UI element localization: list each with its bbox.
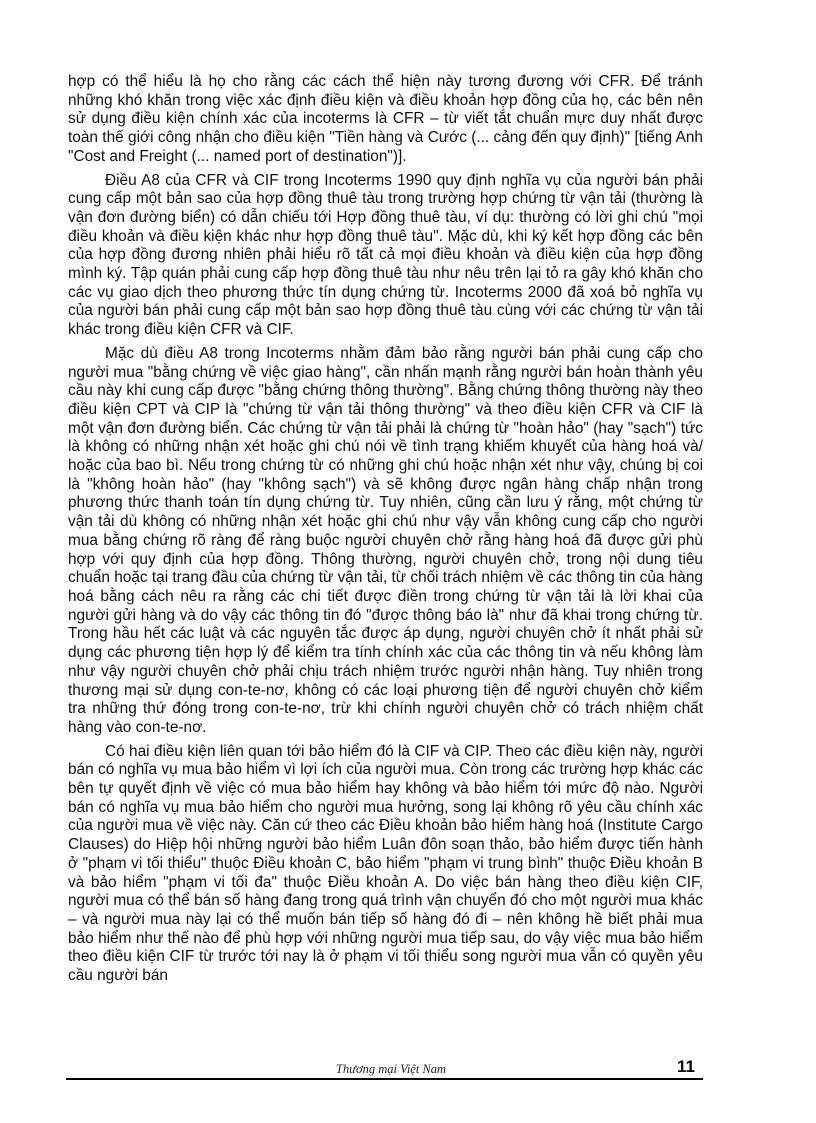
paragraph: Có hai điều kiện liên quan tới bảo hiểm đó là CIF và CIP. Theo các điều kiện này, người bán có nghĩa vụ mua bảo hiểm vì lợi ích của người mua. Còn trong các trường hợp khác các bên tự quyết định về việc có mua bảo hiểm hay không và bảo hiểm tới mức độ nào. Người bán có nghĩa vụ mua bảo hiểm cho người mua hưởng, song lại không rõ yêu cầu chính xác của người mua về việc này. Căn cứ theo các Điều khoản bảo hiểm hàng hoá (Institute Cargo Clauses) do Hiệp hội những người bảo hiểm Luân đôn soạn thảo, bảo hiểm được tiến hành ở "phạm vi tối thiểu" thuộc Điều khoản C, bảo hiểm "phạm vi trung bình" thuộc Điều khoản B và bảo hiểm "phạm vi tối đa" thuộc Điều khoản A. Do việc bán hàng theo điều kiện CIF, người mua có thể bán số hàng đang trong quá trình vận chuyển đó cho một người mua khác – và người mua này lại có thể muốn bán tiếp số hàng đó đi – nên không hề biết phải mua bảo hiểm như thế nào để phù hợp với những người mua tiếp sau, do vậy việc mua bảo hiểm theo điều kiện CIF từ trước tới nay là ở phạm vi tối thiểu song người mua vẫn có quyền yêu cầu người bán xyxy=(68,742,703,985)
paragraph: Điều A8 của CFR và CIF trong Incoterms 1990 quy định nghĩa vụ của người bán phải cung cấp một bản sao của hợp đồng thuê tàu trong trường hợp chứng từ vận tải (thường là vận đơn đường biển) có dẫn chiếu tới Hợp đồng thuê tàu, ví dụ: thường có lời ghi chú "mọi điều khoản và điều kiện khác như hợp đồng thuê tàu". Mặc dù, khi ký kết hợp đồng các bên của hợp đồng đương nhiên phải hiểu rõ tất cả mọi điều khoản và điều kiện của hợp đồng mình ký. Tập quán phải cung cấp hợp đồng thuê tàu như nêu trên lại tỏ ra gây khó khăn cho các vụ giao dịch theo phương thức tín dụng chứng từ. Incoterms 2000 đã xoá bỏ nghĩa vụ của người bán phải cung cấp một bản sao hợp đồng thuê tàu cùng với các chứng từ vận tải khác trong điều kiện CFR và CIF. xyxy=(68,171,703,339)
paragraph: Mặc dù điều A8 trong Incoterms nhằm đảm bảo rằng người bán phải cung cấp cho người mua "bằng chứng về việc giao hàng", cần nhấn mạnh rằng người bán hoàn thành yêu cầu này khi cung cấp được "bằng chứng thông thường". Bằng chứng thông thường này theo điều kiện CPT và CIP là "chứng từ vận tải thông thường" và theo điều kiện CFR và CIF là một vận đơn đường biển. Các chứng từ vận tải phải là chứng từ "hoàn hảo" (hay "sạch") tức là không có những nhận xét hoặc ghi chú nói về tình trạng khiếm khuyết của hàng hoá và/ hoặc của bao bì. Nếu trong chứng từ có những ghi chú hoặc nhận xét như vậy, chúng bị coi là "không hoàn hảo" (hay "không sạch") và sẽ không được ngân hàng chấp nhận trong phương thức thanh toán tín dụng chứng từ. Tuy nhiên, cũng cần lưu ý rằng, một chứng từ vận tải dù không có những nhận xét hoặc ghi chú như vậy vẫn không cung cấp cho người mua bằng chứng rõ ràng để ràng buộc người chuyên chở rằng hàng hoá đã được gửi phù hợp với quy định của hợp đồng. Thông thường, người chuyên chở, trong nội dung tiêu chuẩn hoặc tại trang đầu của chứng từ vận tải, từ chối trách nhiệm về các thông tin của hàng hoá bằng cách nêu ra rằng các chi tiết được điền trong chứng từ vận tải là lời khai của người gửi hàng và do vậy các thông tin đó "được thông báo là" như đã khai trong chứng từ. Trong hầu hết các luật và các nguyên tắc được áp dụng, người chuyên chở ít nhất phải sử dụng các phương tiện hợp lý để kiểm tra tính chính xác của các thông tin và nếu không làm như vậy người chuyên chở phải chịu trách nhiệm trước người nhận hàng. Tuy nhiên trong thương mại sử dụng con-te-nơ, không có các loại phương tiện để người chuyên chở kiểm tra những thứ đóng trong con-te-nơ, trừ khi chính người chuyên chở có trách nhiệm chất hàng vào con-te-nơ. xyxy=(68,344,703,736)
page-number: 11 xyxy=(677,1057,695,1076)
body-text xyxy=(68,73,703,991)
paragraph: hợp có thể hiểu là họ cho rằng các cách thể hiện này tương đương với CFR. Để tránh những khó khăn trong việc xác định điều kiện và điều khoản hợp đồng của họ, các bên nên sử dụng điều kiện chính xác của incoterms là CFR – từ viết tắt chuẩn mực duy nhất được toàn thế giới công nhận cho điều kiện "Tiền hàng và Cước (... cảng đến quy định)" [tiếng Anh "Cost and Freight (... named port of destination")]. xyxy=(68,73,703,165)
footer-rule xyxy=(66,1078,703,1080)
footer-title: Thương mại Việt Nam xyxy=(335,1062,447,1076)
